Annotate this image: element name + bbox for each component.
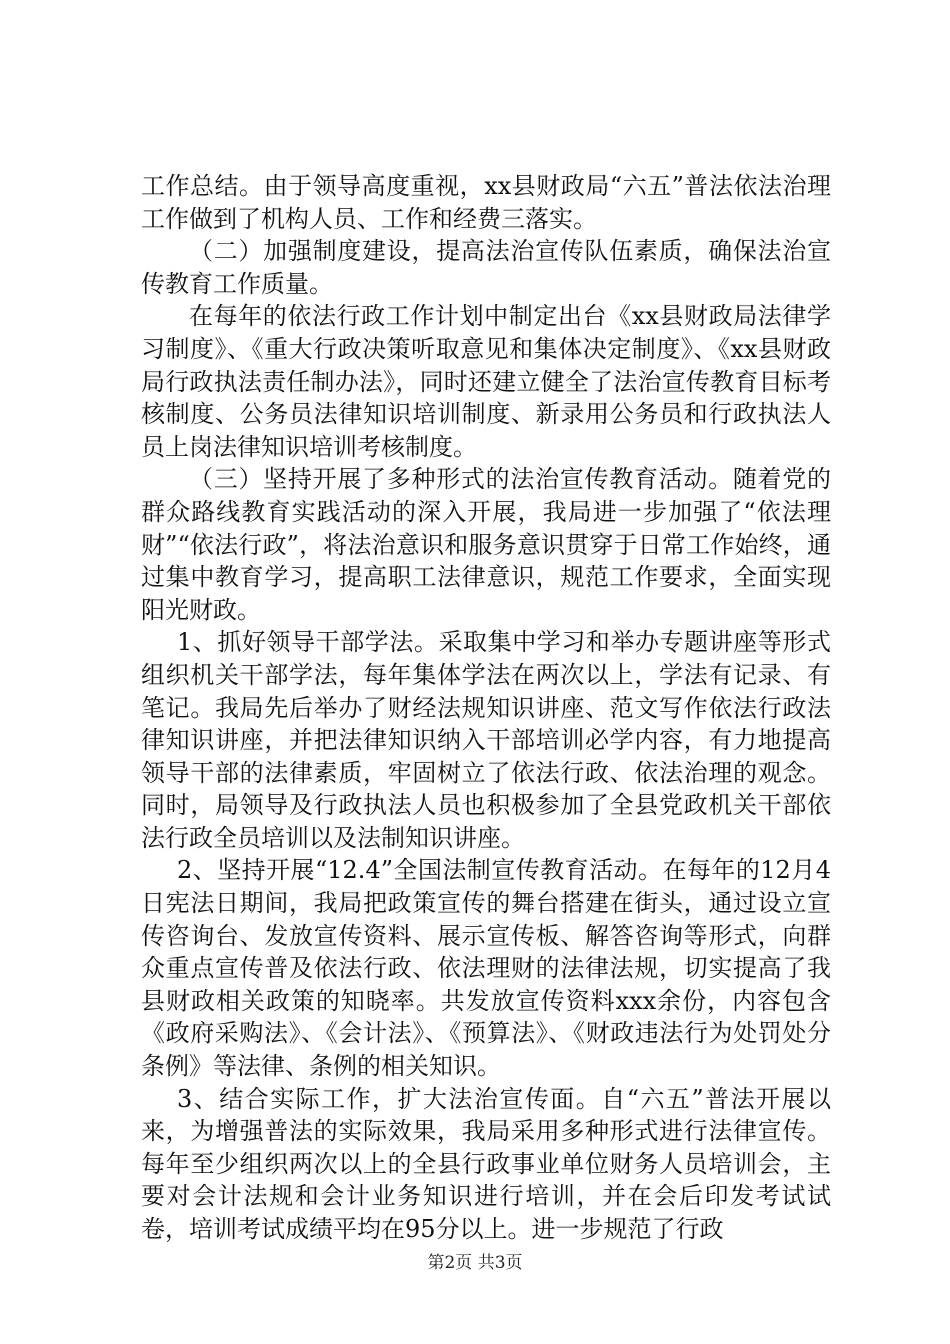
paragraph-continuation: 工作总结。由于领导高度重视，xx县财政局“六五”普法依法治理工作做到了机构人员、工作和经费三落实。 bbox=[141, 172, 831, 233]
paragraph-system-building: 在每年的依法行政工作计划中制定出台《xx县财政局法律学习制度》、《重大行政决策听取意见和集体决定制度》、《xx县财政局行政执法责任制办法》，同时还建立健全了法治宣传教育目标考核制度、公务员法律知识培训制度、新录用公务员和行政执法人员上岗法律知识培训考核制度。 bbox=[141, 302, 831, 461]
item-3-practical-work: 3、结合实际工作，扩大法治宣传面。自“六五”普法开展以来，为增强普法的实际效果，我局采用多种形式进行法律宣传。每年至少组织两次以上的全县行政事业单位财务人员培训会，主要对会计法规和会计业务知识进行培训，并在会后印发考试试卷，培训考试成绩平均在95分以上。进一步规范了行政 bbox=[141, 1084, 831, 1243]
section-heading-3: （三）坚持开展了多种形式的法治宣传教育活动。随着党的群众路线教育实践活动的深入开展，我局进一步加强了“依法理财”“依法行政”，将法治意识和服务意识贯穿于日常工作始终，通过集中教育学习，提高职工法律意识，规范工作要求，全面实现阳光财政。 bbox=[141, 465, 831, 624]
section-heading-2: （二）加强制度建设，提高法治宣传队伍素质，确保法治宣传教育工作质量。 bbox=[141, 237, 831, 298]
page-number-footer: 第2页 共3页 bbox=[427, 1253, 523, 1273]
item-2-law-day: 2、坚持开展“12.4”全国法制宣传教育活动。在每年的12月4日宪法日期间，我局把政策宣传的舞台搭建在街头，通过设立宣传咨询台、发放宣传资料、展示宣传板、解答咨询等形式，向群众重点宣传普及依法行政、依法理财的法律法规，切实提高了我县财政相关政策的知晓率。共发放宣传资料xxx余份，内容包含《政府采购法》、《会计法》、《预算法》、《财政违法行为处罚处分条例》等法律、条例的相关知识。 bbox=[141, 856, 831, 1081]
document-body bbox=[141, 170, 831, 1246]
item-1-leader-study: 1、抓好领导干部学法。采取集中学习和举办专题讲座等形式组织机关干部学法，每年集体学法在两次以上，学法有记录、有笔记。我局先后举办了财经法规知识讲座、范文写作依法行政法律知识讲座，并把法律知识纳入干部培训必学内容，有力地提高领导干部的法律素质，牢固树立了依法行政、依法治理的观念。同时，局领导及行政执法人员也积极参加了全县党政机关干部依法行政全员培训以及法制知识讲座。 bbox=[141, 628, 831, 852]
